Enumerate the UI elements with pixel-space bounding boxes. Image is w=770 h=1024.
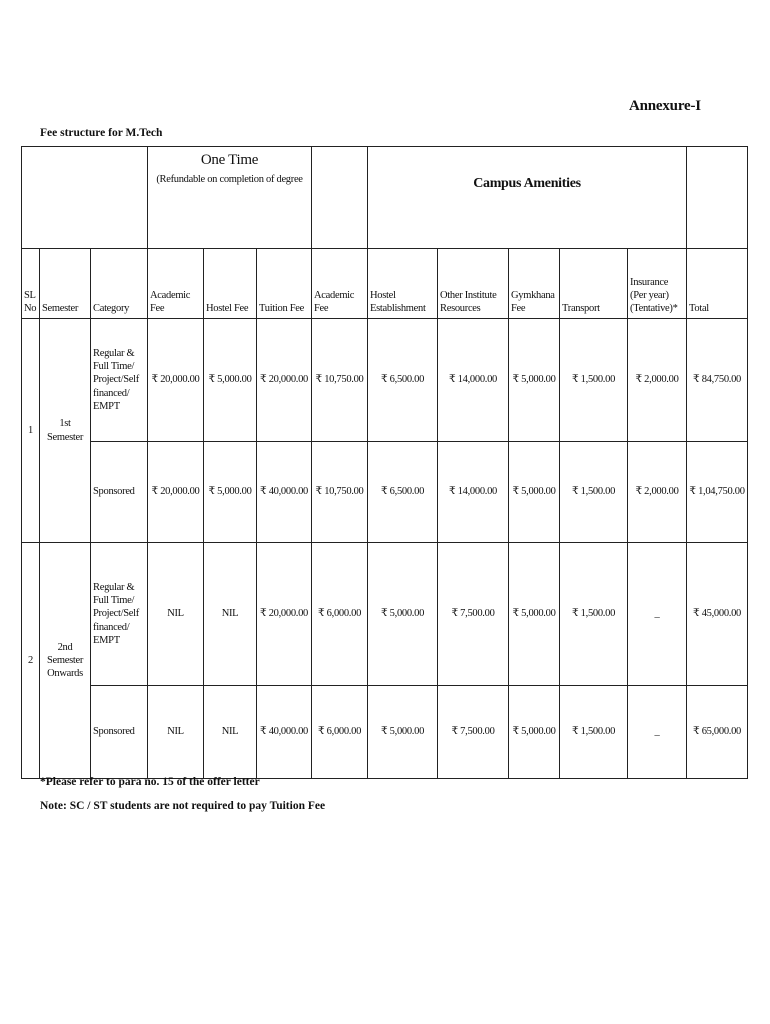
semester-cell: 2nd Semester Onwards (40, 543, 91, 779)
academic-fee-cell: ₹ 10,750.00 (312, 319, 368, 442)
tuition-fee-cell: ₹ 20,000.00 (257, 543, 312, 686)
insurance-cell: _ (628, 686, 687, 779)
footnotes (40, 770, 325, 818)
header-hostel-establishment: Hostel Establishment (368, 249, 438, 319)
header-academic-fee-one-time: Academic Fee (148, 249, 204, 319)
gymkhana-fee-cell: ₹ 5,000.00 (509, 543, 560, 686)
academic-fee-cell: ₹ 10,750.00 (312, 442, 368, 543)
hostel-fee-cell: NIL (204, 543, 257, 686)
academic-fee-one-time-cell: NIL (148, 543, 204, 686)
one-time-group (148, 147, 312, 249)
header-category: Category (91, 249, 148, 319)
campus-amenities-title: Campus Amenities (473, 176, 581, 191)
gymkhana-fee-cell: ₹ 5,000.00 (509, 686, 560, 779)
total-cell: ₹ 45,000.00 (687, 543, 748, 686)
table-row (22, 543, 748, 686)
gymkhana-fee-cell: ₹ 5,000.00 (509, 319, 560, 442)
transport-cell: ₹ 1,500.00 (560, 319, 628, 442)
tuition-fee-cell: ₹ 40,000.00 (257, 442, 312, 543)
insurance-cell: ₹ 2,000.00 (628, 319, 687, 442)
transport-cell: ₹ 1,500.00 (560, 543, 628, 686)
header-tuition-fee: Tuition Fee (257, 249, 312, 319)
header-transport: Transport (560, 249, 628, 319)
table-row (22, 442, 748, 543)
hostel-fee-cell: ₹ 5,000.00 (204, 442, 257, 543)
insurance-cell: ₹ 2,000.00 (628, 442, 687, 543)
sl-no-cell: 2 (22, 543, 40, 779)
other-institute-resources-cell: ₹ 14,000.00 (438, 319, 509, 442)
other-institute-resources-cell: ₹ 7,500.00 (438, 686, 509, 779)
transport-cell: ₹ 1,500.00 (560, 686, 628, 779)
category-cell: Sponsored (91, 442, 148, 543)
header-academic-fee: Academic Fee (312, 249, 368, 319)
hostel-establishment-cell: ₹ 6,500.00 (368, 442, 438, 543)
footnote-sc-st: Note: SC / ST students are not required to pay Tuition Fee (40, 800, 326, 812)
fee-table (21, 146, 748, 779)
header-other-institute-resources: Other Institute Resources (438, 249, 509, 319)
header-hostel-fee: Hostel Fee (204, 249, 257, 319)
other-institute-resources-cell: ₹ 7,500.00 (438, 543, 509, 686)
other-institute-resources-cell: ₹ 14,000.00 (438, 442, 509, 543)
gymkhana-fee-cell: ₹ 5,000.00 (509, 442, 560, 543)
total-cell: ₹ 84,750.00 (687, 319, 748, 442)
header-total: Total (687, 249, 748, 319)
group-blank-tuition (312, 147, 368, 249)
campus-amenities-group (368, 147, 687, 249)
academic-fee-cell: ₹ 6,000.00 (312, 543, 368, 686)
one-time-title: One Time (200, 152, 259, 168)
insurance-cell: _ (628, 543, 687, 686)
academic-fee-one-time-cell: ₹ 20,000.00 (148, 442, 204, 543)
tuition-fee-cell: ₹ 20,000.00 (257, 319, 312, 442)
group-blank-cell (22, 147, 148, 249)
group-header-row (22, 147, 748, 249)
hostel-establishment-cell: ₹ 6,500.00 (368, 319, 438, 442)
sl-no-cell: 1 (22, 319, 40, 543)
semester-cell: 1st Semester (40, 319, 91, 543)
annexure-label: Annexure-I (629, 98, 701, 114)
category-cell: Regular & Full Time/ Project/Self financed/ EMPT (91, 319, 148, 442)
header-sl-no: SL No (22, 249, 40, 319)
table-row (22, 686, 748, 779)
document-title: Fee structure for M.Tech (40, 127, 163, 139)
tuition-fee-cell: ₹ 40,000.00 (257, 686, 312, 779)
category-cell: Regular & Full Time/ Project/Self financed/ EMPT (91, 543, 148, 686)
academic-fee-one-time-cell: NIL (148, 686, 204, 779)
table-row (22, 319, 748, 442)
transport-cell: ₹ 1,500.00 (560, 442, 628, 543)
column-header-row (22, 249, 748, 319)
group-blank-insurance (687, 147, 748, 249)
hostel-fee-cell: ₹ 5,000.00 (204, 319, 257, 442)
total-cell: ₹ 1,04,750.00 (687, 442, 748, 543)
footnote-offer-letter: *Please refer to para no. 15 of the offer letter (40, 776, 260, 788)
one-time-subtitle: (Refundable on completion of degree (156, 173, 303, 185)
academic-fee-one-time-cell: ₹ 20,000.00 (148, 319, 204, 442)
hostel-establishment-cell: ₹ 5,000.00 (368, 686, 438, 779)
category-cell: Sponsored (91, 686, 148, 779)
total-cell: ₹ 65,000.00 (687, 686, 748, 779)
header-gymkhana-fee: Gymkhana Fee (509, 249, 560, 319)
header-semester: Semester (40, 249, 91, 319)
header-insurance: Insurance (Per year) (Tentative)* (628, 249, 687, 319)
academic-fee-cell: ₹ 6,000.00 (312, 686, 368, 779)
hostel-fee-cell: NIL (204, 686, 257, 779)
hostel-establishment-cell: ₹ 5,000.00 (368, 543, 438, 686)
